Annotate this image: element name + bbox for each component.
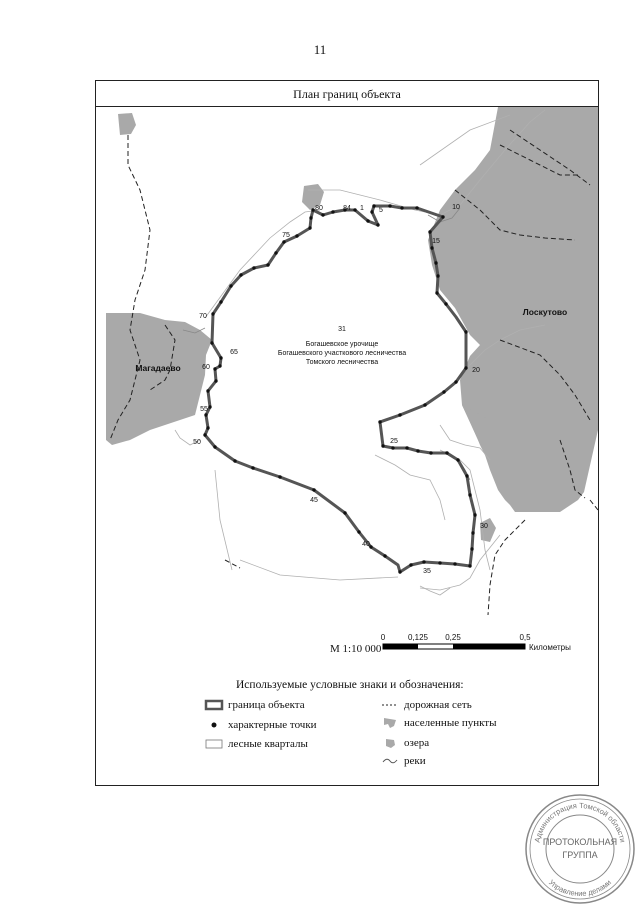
characteristic-point [266, 263, 269, 266]
point-number-label: 84 [343, 205, 351, 212]
characteristic-point [239, 273, 242, 276]
point-number-label: 30 [480, 523, 488, 530]
characteristic-point [308, 226, 311, 229]
point-number-label: 65 [230, 349, 238, 356]
characteristic-point [233, 459, 236, 462]
characteristic-point [468, 564, 471, 567]
point-number-label: 70 [199, 313, 207, 320]
point-number-label: 55 [200, 406, 208, 413]
point-number-label: 45 [310, 497, 318, 504]
quarter-box-icon [204, 737, 224, 751]
characteristic-point [464, 330, 467, 333]
characteristic-point [218, 364, 221, 367]
characteristic-point [428, 230, 431, 233]
characteristic-point [471, 531, 474, 534]
scale-ratio: М 1:10 000 [330, 643, 382, 655]
map-title: План границ объекта [96, 81, 598, 107]
characteristic-point [210, 341, 213, 344]
characteristic-point [409, 563, 412, 566]
point-number-label: 25 [390, 438, 398, 445]
village-loskutovo-label: Лоскутово [522, 307, 568, 317]
characteristic-point [422, 560, 425, 563]
characteristic-point [219, 356, 222, 359]
characteristic-point [415, 206, 418, 209]
characteristic-point [441, 215, 444, 218]
river-line-icon [380, 754, 400, 768]
characteristic-point [309, 216, 312, 219]
village-magadaevo-label: Магадаево [135, 363, 181, 373]
characteristic-point [357, 530, 360, 533]
characteristic-point [381, 444, 384, 447]
characteristic-point [470, 547, 473, 550]
characteristic-point [400, 206, 403, 209]
characteristic-point [204, 413, 207, 416]
svg-text:Управление делами [547, 878, 613, 898]
characteristic-point [219, 300, 222, 303]
point-number-label: 75 [282, 232, 290, 239]
characteristic-point [434, 261, 437, 264]
point-number-label: 60 [202, 364, 210, 371]
characteristic-point [468, 493, 471, 496]
scale-bar [381, 633, 571, 652]
characteristic-point [343, 511, 346, 514]
characteristic-point [229, 284, 232, 287]
characteristic-point [383, 554, 386, 557]
characteristic-point [388, 204, 391, 207]
point-number-label: 35 [423, 568, 431, 575]
characteristic-point [438, 561, 441, 564]
characteristic-point [214, 379, 217, 382]
characteristic-point [391, 446, 394, 449]
settlement-top-left [118, 113, 136, 135]
characteristic-point [430, 246, 433, 249]
characteristic-point [274, 251, 277, 254]
center-line3: Томского лесничества [305, 359, 379, 366]
point-number-label: 15 [432, 238, 440, 245]
scale-tick-2: 0,25 [445, 633, 461, 642]
characteristic-point [213, 445, 216, 448]
characteristic-point [211, 312, 214, 315]
point-number-label: 20 [472, 367, 480, 374]
characteristic-point [405, 446, 408, 449]
characteristic-point [398, 570, 401, 573]
characteristic-point [445, 451, 448, 454]
stamp-line1: ПРОТОКОЛЬНАЯ [542, 837, 618, 847]
characteristic-point [454, 380, 457, 383]
characteristic-point [213, 367, 216, 370]
legend-title: Используемые условные знаки и обозначения: [236, 679, 464, 691]
characteristic-point [456, 458, 459, 461]
characteristic-point [436, 274, 439, 277]
characteristic-point [206, 426, 209, 429]
characteristic-point [295, 234, 298, 237]
characteristic-point [442, 390, 445, 393]
point-number-label: 50 [193, 439, 201, 446]
scale-tick-1: 0,125 [407, 633, 429, 642]
characteristic-point [435, 291, 438, 294]
point-number-label: 40 [362, 541, 370, 548]
center-number: 31 [338, 326, 346, 333]
official-stamp [521, 787, 639, 905]
characteristic-point [473, 513, 476, 516]
point-number-label: 10 [452, 204, 460, 211]
characteristic-point [353, 208, 356, 211]
characteristic-point [372, 204, 375, 207]
scale-unit: Километры [529, 643, 571, 652]
settlement-shape-icon [380, 716, 400, 730]
stamp-line2: ГРУППА [562, 850, 598, 860]
characteristic-point [282, 240, 285, 243]
point-dot-icon [204, 718, 224, 732]
characteristic-point [464, 366, 467, 369]
map-labels [278, 326, 406, 366]
characteristic-point [321, 213, 324, 216]
characteristic-point [378, 420, 381, 423]
road-dash-icon [380, 698, 400, 712]
characteristic-point [278, 475, 281, 478]
characteristic-point [416, 449, 419, 452]
page-number: 11 [313, 42, 327, 57]
characteristic-point [465, 474, 468, 477]
center-line1: Богашевское урочище [305, 341, 379, 348]
point-number-label: 80 [315, 205, 323, 212]
characteristic-point [252, 266, 255, 269]
characteristic-point [206, 389, 209, 392]
characteristic-point [423, 403, 426, 406]
characteristic-point [444, 302, 447, 305]
characteristic-point [251, 466, 254, 469]
scale-tick-0: 0 [380, 633, 386, 642]
point-number-label: 1 [360, 205, 364, 212]
characteristic-point [331, 210, 334, 213]
stamp-ring-bottom: Управление делами [546, 877, 614, 899]
characteristic-point [208, 405, 211, 408]
characteristic-point [366, 219, 369, 222]
scale-tick-3: 0,5 [519, 633, 531, 642]
characteristic-point [398, 413, 401, 416]
object-boundary [205, 206, 475, 572]
center-line2: Богашевского участкового лесничества [277, 350, 407, 357]
lake-shape-icon [380, 736, 400, 750]
characteristic-point [429, 451, 432, 454]
characteristic-point [312, 488, 315, 491]
characteristic-point [370, 210, 373, 213]
boundary-swatch-icon [204, 698, 224, 712]
stamp-ring-top: Администрация Томской области [532, 800, 628, 844]
characteristic-point [376, 223, 379, 226]
point-number-label: 5 [379, 207, 383, 214]
settlement-loskutovo [428, 107, 598, 512]
characteristic-point [203, 433, 206, 436]
characteristic-point [453, 562, 456, 565]
